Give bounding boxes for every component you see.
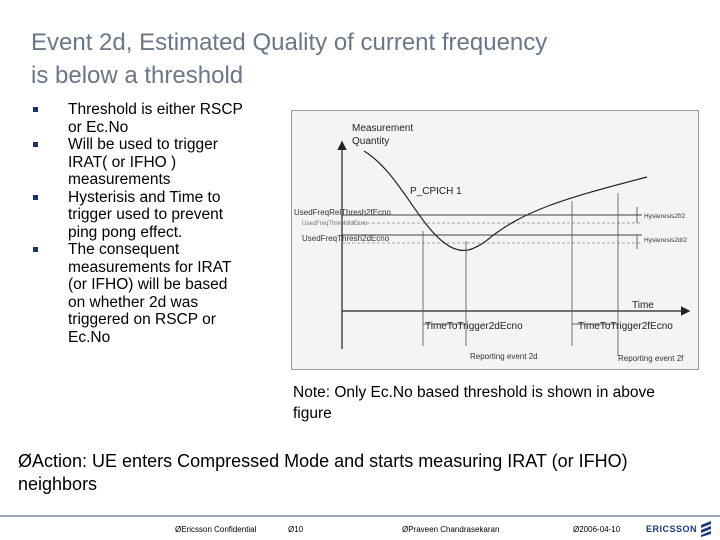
bullet-marker-icon — [33, 107, 38, 112]
ttt-2d-label: TimeToTrigger2dEcno — [425, 321, 523, 332]
bullet-text: Will be used to trigger IRAT( or IFHO ) measurements — [68, 136, 218, 188]
bullet-text: Threshold is either RSCP or Ec.No — [68, 101, 243, 136]
bullet-marker-icon — [33, 142, 38, 147]
bullet-item — [33, 189, 248, 242]
bullet-list — [33, 101, 248, 346]
action-text: Action: UE enters Compressed Mode and starts measuring IRAT (or IFHO) neighbors — [18, 451, 628, 494]
pcpich-curve-label: P_CPICH 1 — [410, 186, 462, 197]
footer-page-number: Ø10 — [288, 525, 304, 534]
footer-confidential: ØEricsson Confidential — [175, 525, 257, 534]
threshold-label-2f: UsedFreqRelThresh2fEcno — [294, 208, 391, 217]
footer-arrow-icon: Ø — [573, 525, 580, 534]
ericsson-wordmark: ERICSSON — [646, 524, 698, 534]
bullet-item — [33, 136, 248, 189]
slide-title — [31, 26, 671, 92]
ericsson-logo — [642, 521, 716, 538]
slide-title-line-2: is below a threshold — [31, 62, 244, 89]
event-2d-diagram-svg — [292, 111, 698, 369]
footer-arrow-icon: Ø — [288, 525, 295, 534]
hysteresis-2d-label: Hysteresis2d/2 — [644, 237, 687, 244]
footer-author: ØPraveen Chandrasekaran — [402, 525, 500, 534]
slide-title-line-1: Event 2d, Estimated Quality of current frequency — [31, 29, 548, 56]
pcpich-curve — [364, 151, 647, 250]
hysteresis-2f-label: Hysteresis2f/2 — [644, 213, 686, 220]
threshold-label-mid: UsedFreqThresh2dEcno — [302, 221, 368, 227]
bullet-item — [33, 241, 248, 346]
bullet-text: The consequent measurements for IRAT (or IFHO) will be based on whether 2d was triggered on RSCP or Ec.No — [68, 241, 232, 346]
footer-arrow-icon: Ø — [402, 525, 409, 534]
footer-divider — [0, 515, 720, 517]
bullet-marker-icon — [33, 195, 38, 200]
footer-date: Ø2006-04-10 — [573, 525, 621, 534]
footer — [0, 511, 720, 540]
y-axis-label-line-2: Quantity — [352, 136, 390, 147]
time-axis-label: Time — [632, 300, 654, 311]
action-line — [18, 450, 708, 496]
reporting-event-2d-label: Reporting event 2d — [470, 352, 538, 361]
ericsson-mark-icon — [699, 521, 713, 537]
y-axis-label-line-1: Measurement — [352, 123, 414, 134]
bullet-item — [33, 101, 248, 136]
action-arrow-icon: Ø — [18, 451, 33, 471]
event-2d-diagram — [291, 110, 699, 370]
reporting-event-2f-label: Reporting event 2f — [618, 354, 684, 363]
note-text: Note: Only Ec.No based threshold is shown in above figure — [293, 384, 655, 422]
ttt-2f-label: TimeToTrigger2fEcno — [578, 321, 673, 332]
threshold-label-2d: UsedFreqThresh2dEcno — [302, 234, 390, 243]
bullet-marker-icon — [33, 247, 38, 252]
bullet-text: Hysterisis and Time to trigger used to prevent ping pong effect. — [68, 188, 224, 241]
footer-arrow-icon: Ø — [175, 525, 182, 534]
